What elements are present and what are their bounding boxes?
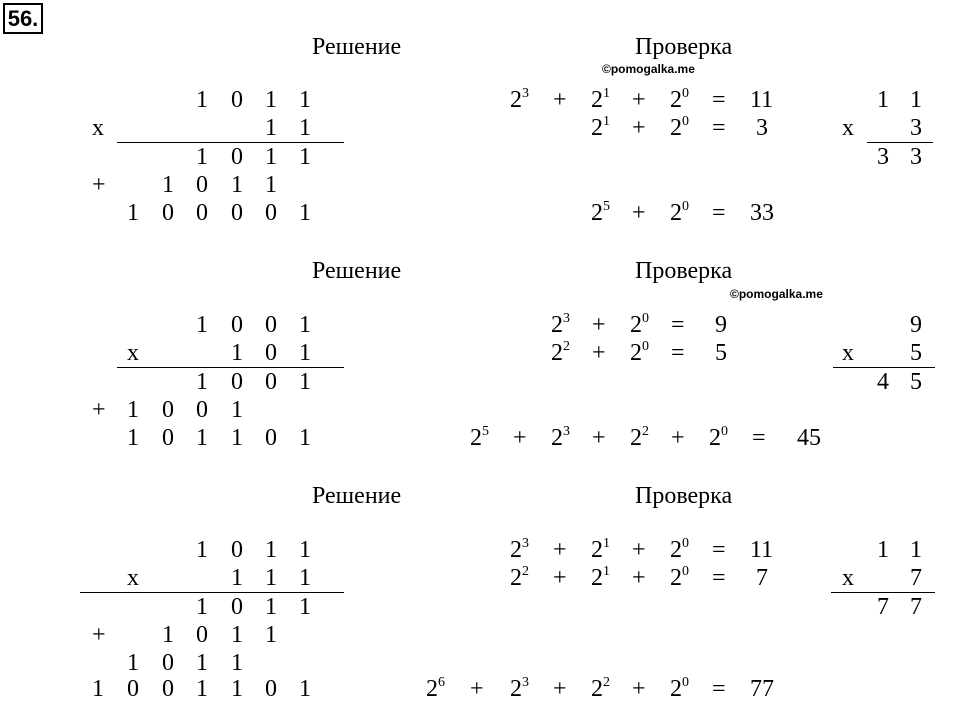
check-result: 7 [756, 565, 768, 591]
digit: 1 [196, 537, 208, 563]
plus-sign: + [470, 676, 484, 702]
decimal-digit: 5 [910, 340, 922, 366]
digit: 1 [196, 87, 208, 113]
power-term: $2^3$ [510, 675, 529, 702]
plus-sign: + [632, 537, 646, 563]
mult-sign: x [127, 340, 139, 366]
power-term: $2^0$ [670, 86, 689, 113]
power-term: $2^3$ [510, 536, 529, 563]
power-term: $2^2$ [551, 339, 570, 366]
digit: 1 [265, 172, 277, 198]
power-term: $2^1$ [591, 86, 610, 113]
equals-sign: = [712, 87, 726, 113]
digit: 1 [265, 537, 277, 563]
digit: 0 [196, 172, 208, 198]
power-term: $2^0$ [670, 564, 689, 591]
digit: 1 [162, 172, 174, 198]
digit: 0 [231, 144, 243, 170]
power-term: $2^2$ [630, 424, 649, 451]
digit: 1 [231, 340, 243, 366]
digit: 1 [127, 650, 139, 676]
plus-sign: + [592, 312, 606, 338]
plus-sign: + [632, 87, 646, 113]
digit: 1 [231, 565, 243, 591]
digit: 0 [265, 425, 277, 451]
digit: 1 [92, 676, 104, 702]
header-check: Проверка [635, 34, 733, 60]
equals-sign: = [712, 565, 726, 591]
digit: 0 [231, 87, 243, 113]
digit: 1 [231, 650, 243, 676]
decimal-digit: 4 [877, 369, 889, 395]
equals-sign: = [712, 200, 726, 226]
decimal-digit: 1 [877, 87, 889, 113]
digit: 1 [196, 144, 208, 170]
digit: 1 [196, 594, 208, 620]
mult-sign: x [92, 115, 104, 141]
equals-sign: = [752, 425, 766, 451]
decimal-digit: 9 [910, 312, 922, 338]
power-term: $2^0$ [670, 199, 689, 226]
digit: 1 [231, 425, 243, 451]
digit: 0 [231, 369, 243, 395]
power-term: $2^5$ [591, 199, 610, 226]
digit: 1 [196, 676, 208, 702]
plus-sign: + [553, 565, 567, 591]
digit: 1 [231, 676, 243, 702]
digit: 1 [127, 425, 139, 451]
watermark: ©pomogalka.me [602, 62, 695, 76]
power-term: $2^0$ [670, 114, 689, 141]
digit: 1 [299, 144, 311, 170]
digit: 1 [265, 87, 277, 113]
equals-sign: = [712, 537, 726, 563]
check-result: 9 [715, 312, 727, 338]
digit: 1 [299, 565, 311, 591]
digit: 1 [299, 537, 311, 563]
digit: 1 [231, 172, 243, 198]
plus-sign: + [553, 676, 567, 702]
digit: 1 [127, 200, 139, 226]
power-term: $2^6$ [426, 675, 445, 702]
digit: 0 [127, 676, 139, 702]
digit: 1 [299, 369, 311, 395]
plus-sign: + [92, 172, 106, 198]
power-term: $2^1$ [591, 536, 610, 563]
power-term: $2^5$ [470, 424, 489, 451]
plus-sign: + [513, 425, 527, 451]
decimal-digit: 3 [910, 144, 922, 170]
plus-sign: + [553, 87, 567, 113]
decimal-digit: 7 [910, 565, 922, 591]
digit: 1 [231, 397, 243, 423]
digit: 1 [265, 565, 277, 591]
digit: 1 [299, 340, 311, 366]
header-check: Проверка [635, 258, 733, 284]
digit: 0 [231, 594, 243, 620]
power-term: $2^0$ [709, 424, 728, 451]
check-result: 45 [797, 425, 821, 451]
digit: 1 [196, 369, 208, 395]
plus-sign: + [632, 200, 646, 226]
digit: 0 [162, 425, 174, 451]
digit: 1 [265, 622, 277, 648]
digit: 1 [196, 425, 208, 451]
power-term: $2^1$ [591, 564, 610, 591]
plus-sign: + [92, 397, 106, 423]
digit: 1 [299, 87, 311, 113]
power-term: $2^0$ [670, 536, 689, 563]
decimal-digit: 1 [877, 537, 889, 563]
check-result: 5 [715, 340, 727, 366]
watermark: ©pomogalka.me [730, 287, 823, 301]
plus-sign: + [92, 622, 106, 648]
power-term: $2^2$ [591, 675, 610, 702]
power-term: $2^3$ [510, 86, 529, 113]
equals-sign: = [671, 340, 685, 366]
power-term: $2^3$ [551, 424, 570, 451]
digit: 1 [265, 144, 277, 170]
power-term: $2^0$ [670, 675, 689, 702]
digit: 0 [265, 340, 277, 366]
power-term: $2^0$ [630, 311, 649, 338]
digit: 0 [196, 200, 208, 226]
power-term: $2^1$ [591, 114, 610, 141]
digit: 1 [196, 312, 208, 338]
equals-sign: = [671, 312, 685, 338]
digit: 0 [162, 200, 174, 226]
digit: 0 [196, 622, 208, 648]
digit: 1 [299, 425, 311, 451]
digit: 0 [231, 312, 243, 338]
digit: 0 [265, 676, 277, 702]
check-result: 33 [750, 200, 774, 226]
digit: 1 [299, 676, 311, 702]
digit: 0 [231, 200, 243, 226]
check-result: 77 [750, 676, 774, 702]
plus-sign: + [592, 425, 606, 451]
plus-sign: + [632, 115, 646, 141]
decimal-digit: 5 [910, 369, 922, 395]
decimal-digit: 3 [877, 144, 889, 170]
digit: 1 [231, 622, 243, 648]
plus-sign: + [553, 537, 567, 563]
mult-sign: x [842, 565, 854, 591]
digit: 0 [231, 537, 243, 563]
digit: 1 [265, 115, 277, 141]
digit: 1 [127, 397, 139, 423]
power-term: $2^2$ [510, 564, 529, 591]
header-solution: Решение [312, 258, 402, 284]
digit: 0 [265, 369, 277, 395]
decimal-digit: 7 [877, 594, 889, 620]
equals-sign: = [712, 115, 726, 141]
digit: 1 [299, 312, 311, 338]
header-check: Проверка [635, 483, 733, 509]
digit: 0 [265, 312, 277, 338]
digit: 1 [162, 622, 174, 648]
problem-number: 56. [3, 3, 43, 34]
decimal-digit: 3 [910, 115, 922, 141]
equals-sign: = [712, 676, 726, 702]
digit: 1 [299, 200, 311, 226]
decimal-digit: 7 [910, 594, 922, 620]
digit: 0 [162, 650, 174, 676]
mult-sign: x [842, 115, 854, 141]
digit: 0 [162, 397, 174, 423]
check-result: 3 [756, 115, 768, 141]
digit: 0 [162, 676, 174, 702]
digit: 0 [265, 200, 277, 226]
header-solution: Решение [312, 34, 402, 60]
check-result: 11 [750, 87, 774, 113]
plus-sign: + [632, 565, 646, 591]
header-solution: Решение [312, 483, 402, 509]
digit: 0 [196, 397, 208, 423]
check-result: 11 [750, 537, 774, 563]
digit: 1 [299, 115, 311, 141]
digit: 1 [196, 650, 208, 676]
mult-sign: x [127, 565, 139, 591]
plus-sign: + [671, 425, 685, 451]
decimal-digit: 1 [910, 87, 922, 113]
power-term: $2^3$ [551, 311, 570, 338]
digit: 1 [299, 594, 311, 620]
mult-sign: x [842, 340, 854, 366]
digit: 1 [265, 594, 277, 620]
power-term: $2^0$ [630, 339, 649, 366]
decimal-digit: 1 [910, 537, 922, 563]
plus-sign: + [632, 676, 646, 702]
plus-sign: + [592, 340, 606, 366]
